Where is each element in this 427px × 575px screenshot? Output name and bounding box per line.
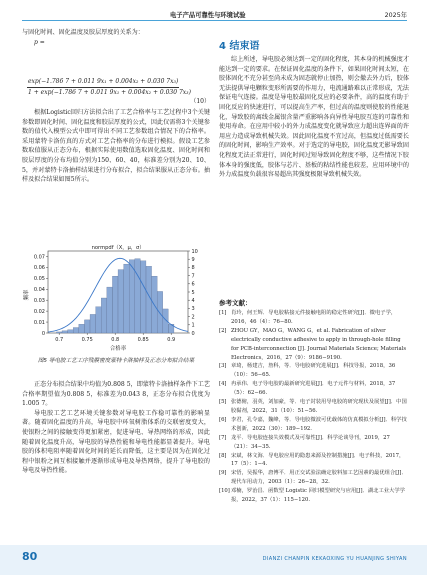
figure-caption: 图5 导电胶工艺工序残膜密度蒙特卡洛抽样及正态分布拟合结果 [37, 358, 195, 364]
y-tick-label: 0.02 [33, 308, 45, 315]
y-tick-label: 0.07 [33, 254, 45, 261]
right-conclusion [219, 55, 409, 180]
reference-list [219, 309, 409, 505]
paragraph-monte-carlo: 根据Logistic回归方法拟合出了工艺合格率与工艺过程中3个关键参数即固化时间、固化温度和胶层厚度的公式，因此仅需将3个关键参数的值代入模型公式中即可得出不同工艺参数组合情况下的合格率。采用蒙特卡洛仿真的方式对工艺合格率的分布进行模拟。假设工艺参数取值服从正态分布，根据实际使用数值选取固化温度、固化时间和胶层厚度的分布均值分别为150、60、40，标准差分别为20、10、5，并对蒙特卡洛抽样结果进行分布拟合，拟合结果服从正态分布。抽样及拟合结果如图5所示。 [22, 109, 210, 184]
x-tick-label: 0.75 [81, 337, 93, 343]
reference-item [219, 398, 409, 416]
reference-text: 龙平．导电胶连接失效模式及可靠性[J]．科学论谈导刊，2019，27（21）：34−35. [231, 434, 390, 450]
histogram-bar [163, 309, 168, 333]
reference-text: 章琦，杨建吉，詹科，等．导电胶研究进展[J]．科技导报，2018，36（10）：56−65. [231, 363, 396, 379]
reference-item [219, 434, 409, 452]
formula-10 [22, 78, 210, 104]
fraction-bar [27, 87, 179, 88]
page-number: 80 [22, 550, 38, 563]
x-tick-label: 0.8 [111, 337, 120, 343]
reference-text: 李君，孔令嘉，魏峰，等．导电胶微波可优载体的仿真模拟分析[J]．科学技术创新，2022（30）：189−192. [231, 416, 407, 432]
x-axis-label: 合格率 [109, 346, 127, 352]
histogram-bar [129, 260, 134, 333]
y-tick-label: 0.03 [33, 298, 45, 304]
y2-tick-label: 10 [191, 248, 198, 255]
paragraph-fit-result: 正态分布拟合结果中均值为0.808 5，即蒙特卡洛抽样条件下工艺合格率期望值为0.808 5，标准差为0.043 8，正态分布拟合优度为1.005 7。 [22, 381, 210, 408]
histogram-bar [140, 261, 145, 333]
y2-tick-label: 9 [191, 257, 195, 263]
histogram-bar [79, 324, 84, 333]
reference-item [219, 452, 409, 470]
y2-tick-label: 3 [191, 306, 195, 313]
reference-text: 宋斌，林文海．导电胶应用的隐患来源及控制措施[J]．电子科技，2017，17（5）：1−4. [231, 452, 405, 468]
page-footer [0, 545, 427, 575]
formula-p-label: p = [34, 38, 45, 46]
x-tick-label: 0.7 [55, 337, 64, 343]
y2-tick-label: 6 [191, 281, 195, 288]
reference-item [219, 380, 409, 398]
y2-tick-label: 2 [191, 314, 195, 321]
journal-title: 电子产品可靠性与环境试验 [170, 12, 246, 19]
histogram-bar [73, 328, 78, 333]
section-title: 4 结束语 [219, 41, 260, 52]
journal-name-pinyin: DIANZI CHANPIN KEKAOXING YU HUANJING SHIYAN [262, 556, 407, 562]
reference-item [219, 469, 409, 487]
histogram-bar [124, 264, 129, 333]
header-rule [22, 20, 407, 21]
figure-5 [20, 243, 212, 353]
issue-year: 2025年 [384, 12, 407, 19]
reference-text: 张德俯，羽英，刘加豪，等．电子封装用导电胶的研究现状及展望[J]．中国胶黏剂，2022，31（10）：51−56. [231, 399, 407, 414]
y-tick-label: 0.05 [33, 276, 45, 283]
y-tick-label: 0.01 [33, 319, 45, 326]
reference-number: [5] [219, 399, 227, 406]
reference-number: [6] [219, 416, 227, 423]
paragraph-conclusion: 综上所述，导电胶必须达到一定的固化程度，其本身的机械强度才能达到一定的要求。在保证固化温度的条件下，如果固化时间太短，在胶体固化不充分甚至尚未成为固态就停止加热，则会撤去外力后，胶体无法提供导电颗粒变形所需要的作用力，电流通路难以正常形成，无法保证电气连接。温度是导电胶最固化反应的必要条件，高的温度有助于固化反应的快速进行，可以提高生产率，但过高的温度则使胶的性能退化，导致胶的离线金属银含量严重影响各向异性导电胶互连的可靠性和使用寿命。在应用中较小的外力成温度变化就导致应力超出连界面的许用应力造成导致机械失效。因此固化温度不宜过高，但温度过低需要长的固化时间，影响生产效率。对于选定的导电胶，固化温度无影导致固化程度无法正常进行，固化时间过短导致固化程度不够，这些情况下胶体本身的强度低，胶体与芯片、基板的粘结性能也较差，应用环境中的外力成温度负载很容易超出其强度极限导致机械失效。 [219, 56, 409, 179]
histogram-bar [84, 320, 89, 333]
histogram-bar [135, 259, 140, 333]
left-intro [22, 28, 210, 47]
reference-number: [9] [219, 470, 227, 477]
y2-tick-label: 5 [191, 289, 195, 296]
histogram-bar [62, 331, 67, 333]
y2-tick-label: 7 [191, 273, 195, 280]
histogram-bar [96, 307, 101, 333]
histogram-bar [112, 276, 117, 333]
histogram-bar [118, 270, 123, 333]
y2-tick-label: 4 [191, 298, 195, 304]
histogram-chart [20, 243, 212, 353]
y2-tick-label: 8 [191, 265, 195, 272]
references-title: 参考文献： [219, 299, 252, 307]
reference-text: 邓楠，罗治昌．函数型 Logistic 回归模型研究与应用[J]．湖北工业大学学报，2022，37（1）：115−120. [231, 488, 405, 504]
y-axis-label: 频率 [24, 289, 30, 301]
reference-text: 冉承伟．电子导电胶的最新研究进展[J]．电子元件与材料，2018，37（5）：62−66. [231, 381, 396, 397]
histogram-bar [56, 332, 61, 333]
reference-number: [8] [219, 452, 227, 459]
histogram-bar [157, 291, 162, 333]
reference-item [219, 416, 409, 434]
histogram-bar [107, 287, 112, 333]
y2-tick-label: 1 [191, 322, 195, 329]
histogram-bar [68, 330, 73, 333]
reference-number: [10] [219, 488, 230, 495]
reference-number: [1] [219, 310, 227, 316]
reference-number: [4] [219, 381, 227, 388]
reference-number: [2] [219, 327, 227, 334]
formula-intro: 与固化时间、固化温度及胶层厚度的关系为： [22, 29, 144, 36]
y-tick-label: 0.06 [33, 265, 45, 272]
y-tick-label: 0.04 [33, 287, 45, 294]
x-tick-label: 0.9 [167, 337, 176, 343]
left-para-2 [22, 380, 210, 476]
reference-item [219, 362, 409, 380]
equation-number: （10） [190, 98, 210, 105]
reference-number: [3] [219, 363, 227, 370]
left-para-1 [22, 108, 210, 185]
x-tick-label: 0.85 [137, 337, 149, 343]
reference-text: 宋悟，吴振华，唐博平．用正交试验法确定胶料加工艺因素的最优组合[J]．现代车用动力，2003（1）：26−28，32. [231, 470, 407, 486]
formula-numerator: exp(−1.786 7 + 0.011 9x₁ + 0.004x₂ + 0.030 7x₃) [28, 78, 179, 85]
reference-item [219, 309, 409, 327]
y-tick-label: 0 [41, 330, 45, 337]
reference-text: 肖玲，何王辉．导电胶粘接元件接触电阻的稳定性研究[J]．微电子学，2016，46（4）：76−80. [231, 310, 397, 325]
paragraph-process-effects: 导电胶工艺工艺环境关键参数对导电胶工作稳可靠性的影响显著。随着固化温度的升高，导电胶中环氧树脂体系的交联密度变大，使银粉之间的接触变得更加紧密，促进导电、导热网络的形成，因此随着固化温度升高，导电胶的导热性能和导电性能都显著提升。导电胶的体积电阻率随着固化时间的延长而降低，这主要是因为在固化过程中银粉之间互相接触并逐渐形成导电及导热网络，提升了导电胶的导电及导热性能。 [22, 409, 210, 475]
chart-title: normpdf（X，μ，σ） [91, 245, 145, 251]
histogram-bar [90, 314, 95, 333]
reference-item [219, 327, 409, 363]
reference-text: ZHOU GY，MAO G，WANG G，et al. Fabrication of silver electrically conductive adhesive to apply in through-hole filling for PCB-interconnection [J]. Journal Materials Science; Materials Electronics，2016，27（9）：9186−9190. [231, 327, 407, 361]
histogram-bar [101, 298, 106, 333]
y2-tick-label: 0 [191, 330, 195, 337]
reference-number: [7] [219, 434, 227, 441]
running-header [0, 0, 427, 24]
reference-item [219, 487, 409, 505]
formula-denominator: 1 + exp(−1.786 7 + 0.011 9x₁ + 0.004x₂ + 0.030 7x₃) [28, 89, 191, 96]
